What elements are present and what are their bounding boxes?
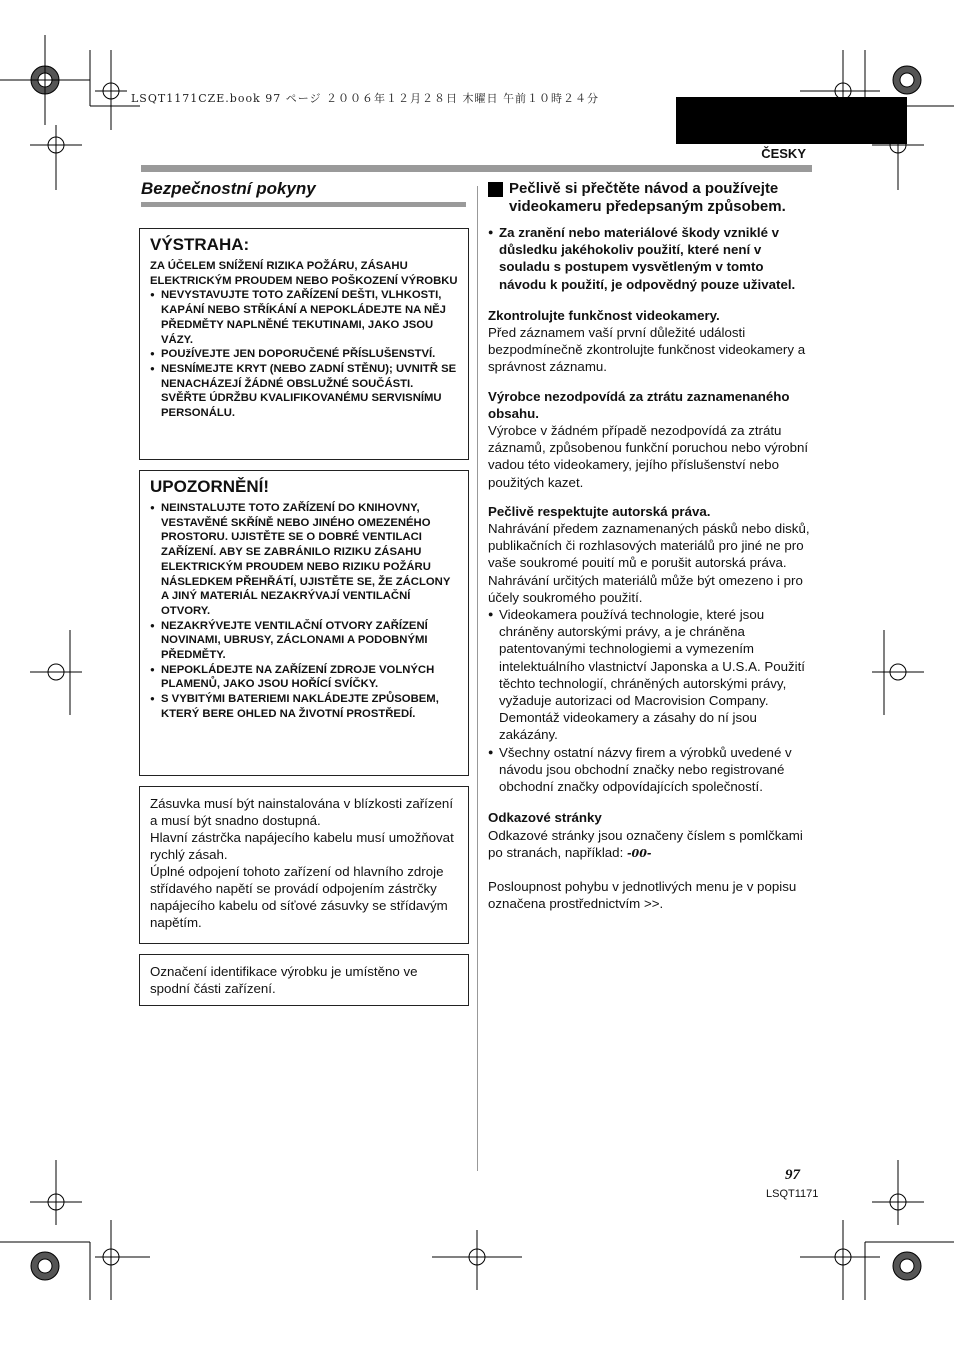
square-bullet-icon xyxy=(488,182,503,197)
section-rule xyxy=(141,202,466,207)
caution-item: ● S VYBITÝMI BATERIEMI NAKLÁDEJTE ZPŮSOBEM, KTERÝ BERE OHLED NA ŽIVOTNÍ PROSTŘEDÍ. xyxy=(150,692,460,721)
socket-note-p3: Úplné odpojení tohoto zařízení od hlavního zdroje střídavého napětí se provádí odpojením zástrčky napájecího kabelu od síťové zásuvky se střídavým napětím. xyxy=(150,864,448,930)
right-column xyxy=(488,180,813,924)
column-divider xyxy=(477,186,478,1171)
check-text: Před záznamem vaší první důležité události bezpodmínečně zkontrolujte funkčnost videokamery a správnost záznamu. xyxy=(488,325,806,375)
file-info-header: LSQT1171CZE.book 97 ページ ２００６年１２月２８日 木曜日 午前１０時２４分 xyxy=(131,92,599,105)
warning-intro: ZA ÚČELEM SNÍŽENÍ RIZIKA POŽÁRU, ZÁSAHU ELEKTRICKÝM PROUDEM NEBO POŠKOZENÍ VÝROBKU xyxy=(150,260,458,287)
copyright-title: Pečlivě respektujte autorská práva. xyxy=(488,503,711,519)
copyright-item: ● Všechny ostatní názvy firem a výrobků uvedené v návodu jsou obchodní značky nebo registrované obchodní značky odpovídajících společností. xyxy=(488,744,813,796)
nocomp-title: Výrobce nezodpovídá za ztrátu zaznamenaného obsahu. xyxy=(488,388,790,421)
menu-text: Posloupnost pohybu v jednotlivých menu je v popisu označena prostřednictvím >>. xyxy=(488,878,797,912)
ref-example: -00- xyxy=(626,846,652,860)
copyright-text: Nahrávání předem zaznamenaných pásků nebo disků, publikačních či rozhlasových materiálů pro jiné ne pro vaše soukromé pouití mů e porušit autorská práva. Nahrávání určitých materiálů může být omezeno i pro účely soukromého použití. xyxy=(488,521,810,605)
copyright-item: ● Videokamera používá technologie, které jsou chráněny autorskými právy, a je chráněna patentovanými technologiemi a vymezením intelektuálního vlastnictví Japonska a U.S.A. Použití těchto technologií, chráněných autorskými právy, vyžaduje autorizaci od Macrovision Company. Demontáž videokamery a zásahy do ní jsou zakázány. xyxy=(488,606,813,744)
caution-title: UPOZORNĚNÍ! xyxy=(150,477,269,496)
liability-text: ● Za zranění nebo materiálové škody vzniklé v důsledku jakéhokoliv použití, které není v souladu s postupem vysvětleným v tomto návodu k použití, je odpovědný pouze uživatel. xyxy=(488,224,813,293)
warning-item: ● POUžÍVEJTE JEN DOPORUČENÉ PŘÍSLUŠENSTVÍ. xyxy=(150,347,460,362)
socket-note-p2: Hlavní zástrčka napájecího kabelu musí umožňovat rychlý zásah. xyxy=(150,830,454,862)
usage-heading-text: Pečlivě si přečtěte návod a používejte videokameru předepsaným způsobem. xyxy=(509,180,786,215)
check-title: Zkontrolujte funkčnost videokamery. xyxy=(488,307,720,323)
ident-note-text: Označení identifikace výrobku je umístěno ve spodní části zařízení. xyxy=(150,964,418,996)
socket-note-p1: Zásuvka musí být nainstalována v blízkosti zařízení a musí být snadno dostupná. xyxy=(150,796,454,828)
page-number: 97 xyxy=(785,1167,800,1183)
ref-text: Odkazové stránky jsou označeny číslem s pomlčkami po stranách, například: xyxy=(488,827,803,860)
ref-title: Odkazové stránky xyxy=(488,810,602,826)
caution-item: ● NEZAKRÝVEJTE VENTILAČNÍ OTVORY ZAŘÍZENÍ NOVINAMI, UBRUSY, ZÁCLONAMI A PODOBNÝMI PŘEDMĚTY. xyxy=(150,619,460,663)
language-label: ČESKY xyxy=(761,146,806,161)
nocomp-text: Výrobce v žádném případě nezodpovídá za ztrátu záznamů, způsobenou funkční poruchou nebo výrobní vadou této videokamery, jejího příslušenství nebo použitých kazet. xyxy=(488,423,809,490)
caution-item: ● NEPOKLÁDEJTE NA ZAŘÍZENÍ ZDROJE VOLNÝCH PLAMENŮ, JAKO JSOU HOŘÍCÍ SVÍČKY. xyxy=(150,663,460,692)
section-title: Bezpečnostní pokyny xyxy=(141,179,316,198)
doc-code: LSQT1171 xyxy=(766,1188,819,1200)
warning-title: VÝSTRAHA: xyxy=(150,235,250,254)
chapter-tab xyxy=(676,97,907,144)
warning-item: ● NESNÍMEJTE KRYT (NEBO ZADNÍ STĚNU); UVNITŘ SE NENACHÁZEJÍ ŽÁDNÉ OBSLUŽNÉ SOUČÁSTI. SVĚŘTE ÚDRŽBU KVALIFIKOVANÉMU SERVISNÍMU PERSONÁLU. xyxy=(150,362,460,421)
warning-item: ● NEVYSTAVUJTE TOTO ZAŘÍZENÍ DEŠTI, VLHKOSTI, KAPÁNÍ NEBO STŘÍKÁNÍ A NEPOKLÁDEJTE NA NĚJ PŘEDMĚTY NAPLNĚNÉ TEKUTINAMI, JAKO JSOU VÁZY. xyxy=(150,288,460,347)
socket-note-box xyxy=(139,786,469,944)
caution-item: ● NEINSTALUJTE TOTO ZAŘÍZENÍ DO KNIHOVNY, VESTAVĚNÉ SKŘÍNĚ NEBO JINÉHO OMEZENÉHO PROSTORU. UJISTĚTE SE O DOBRÉ VENTILACI ZAŘÍZENÍ. ABY SE ZABRÁNILO RIZIKU ZÁSAHU ELEKTRICKÝM PROUDEM NEBO RIZIKU POŽÁRU NÁSLEDKEM PŘEHŘÁTÍ, UJISTĚTE SE, ŽE ZÁCLONY A JINÝ MATERIÁL NEZAKRÝVAJÍ VENTILAČNÍ OTVORY. xyxy=(150,501,460,619)
ident-note-box xyxy=(139,954,469,1006)
top-rule xyxy=(141,165,812,172)
caution-box xyxy=(139,470,469,776)
warning-box xyxy=(139,228,469,460)
usage-heading xyxy=(488,180,813,216)
